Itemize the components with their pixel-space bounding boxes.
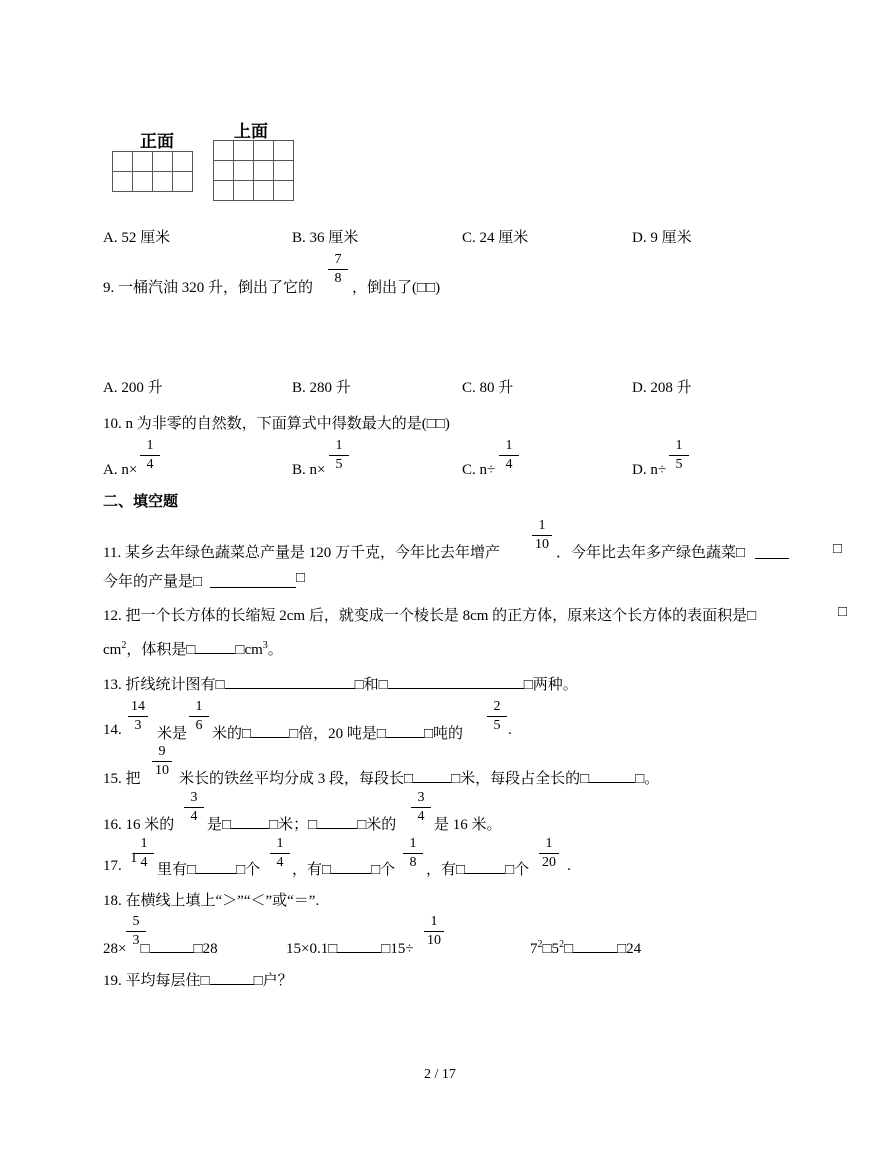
- q10-b-num: 1: [335, 438, 343, 453]
- q10-stem: 10. n 为非零的自然数，下面算式中得数最大的是(□□): [103, 416, 450, 432]
- q10-option-a-fraction: [138, 438, 162, 473]
- q17-t7: □个: [505, 862, 530, 878]
- q15-t2: 米长的铁丝平均分成 3 段，每段长□: [179, 771, 414, 787]
- q16-fraction-b: [409, 790, 433, 825]
- q17-c-den: 20: [542, 855, 556, 870]
- q11-line2: 今年的产量是□: [103, 574, 203, 590]
- q16-text: [207, 813, 396, 834]
- front-view-label: 正面: [140, 132, 174, 152]
- q10-b-den: 5: [335, 457, 343, 472]
- q9-fraction: [326, 252, 350, 287]
- q12-blank-2[interactable]: [195, 639, 235, 654]
- q14-a-den: 3: [134, 718, 142, 733]
- q14-t3: 米的□: [212, 726, 252, 742]
- q18-c-pre: 7: [530, 941, 538, 957]
- q13-blank-1[interactable]: [225, 674, 355, 689]
- q12-unit-cm3: □cm: [235, 642, 263, 658]
- q13-stem: [103, 673, 578, 694]
- q17-fraction-b: [401, 836, 425, 871]
- q16-t4: □米的: [357, 817, 397, 833]
- q10-option-d-label: D. n÷: [632, 462, 667, 478]
- q16-a-den: 4: [190, 809, 198, 824]
- q17-b-den: 8: [409, 855, 417, 870]
- q13-mid: □和□: [354, 677, 388, 693]
- q18-expr-a: [103, 938, 218, 958]
- q18-expr-c: [530, 938, 641, 958]
- q14-end: .: [508, 722, 512, 738]
- q18-b-end: □15÷: [381, 941, 414, 957]
- q19-blank[interactable]: [210, 970, 254, 985]
- q17-t6: ，有□: [426, 862, 466, 878]
- q14-blank-1[interactable]: [251, 723, 289, 738]
- q14-t5: □吨的: [423, 726, 463, 742]
- q8-option-b: B. 36 厘米: [292, 230, 359, 246]
- q18-c-sup1: 2: [537, 939, 543, 950]
- q14-c-num: 2: [493, 699, 501, 714]
- q11-blank-1[interactable]: [755, 542, 789, 559]
- q14-a-num: 14: [131, 699, 145, 714]
- q9-frac-num: 7: [334, 252, 342, 267]
- q9-option-b: B. 280 升: [292, 380, 351, 396]
- q18-b-pre: 15×0.1□: [286, 941, 338, 957]
- q10-option-c-fraction: [497, 438, 521, 473]
- q17-t2: 里有□: [157, 862, 197, 878]
- q8-option-a: A. 52 厘米: [103, 230, 171, 246]
- q10-a-den: 4: [146, 457, 154, 472]
- q19-end: □户？: [253, 973, 293, 989]
- q9-option-c: C. 80 升: [462, 380, 514, 396]
- q14-number: 14.: [103, 722, 122, 738]
- q14-c-den: 5: [493, 718, 501, 733]
- q11-fraction: [530, 518, 554, 553]
- q15-text: [179, 767, 659, 788]
- q17-fraction-mixed: [132, 836, 156, 871]
- q17-a-num: 1: [276, 836, 284, 851]
- q11-frac-num: 1: [538, 518, 546, 533]
- q10-option-d-fraction: [667, 438, 691, 473]
- q17-t4: ，有□: [292, 862, 332, 878]
- q18-c-end: □24: [617, 941, 642, 957]
- q14-b-den: 6: [195, 718, 203, 733]
- q18-c-sup2: 2: [559, 939, 565, 950]
- q17-t5: □个: [371, 862, 396, 878]
- q18-b-den: 10: [427, 933, 441, 948]
- q18-stem: 18. 在横线上填上“＞”“＜”或“＝”.: [103, 893, 320, 909]
- q11-stem-mid: ．今年比去年多产绿色蔬菜□: [556, 545, 746, 561]
- q17-m-num: 1: [140, 836, 148, 851]
- q16-t2: 是□: [207, 817, 232, 833]
- q16-a-num: 3: [190, 790, 198, 805]
- q18-expr-b: [286, 938, 414, 958]
- q9-option-d: D. 208 升: [632, 380, 692, 396]
- q10-option-b-label: B. n×: [292, 462, 326, 478]
- q10-a-num: 1: [146, 438, 154, 453]
- q18-b-num: 1: [430, 914, 438, 929]
- q15-num: 9: [158, 744, 166, 759]
- q19-stem: [103, 969, 293, 990]
- q11-line2-end: □: [296, 570, 306, 586]
- q14-text-2: 米是: [157, 726, 188, 742]
- front-view-grid: [112, 151, 193, 192]
- q11-blank-1-end: □: [833, 541, 843, 557]
- q18-c-mid: □5: [542, 941, 560, 957]
- q18-a-den: 3: [132, 933, 140, 948]
- q13-pre: 13. 折线统计图有□: [103, 677, 225, 693]
- q11-stem: 11. 某乡去年绿色蔬菜总产量是 120 万千克，今年比去年增产: [103, 545, 500, 561]
- q10-d-den: 5: [675, 457, 683, 472]
- q17-text-b: [292, 858, 395, 879]
- q18-a-mid: □: [140, 941, 150, 957]
- q16-t3: □米；□: [269, 817, 318, 833]
- q18-a-end: □28: [193, 941, 218, 957]
- q11-blank-2[interactable]: [210, 571, 296, 588]
- q13-blank-2[interactable]: [388, 674, 524, 689]
- q12-blank-1[interactable]: [789, 605, 833, 621]
- q15-fraction: [150, 744, 174, 779]
- q17-blank-3[interactable]: [465, 859, 505, 874]
- q17-end: .: [567, 858, 571, 874]
- q10-c-den: 4: [505, 457, 513, 472]
- q14-text-3: [212, 722, 463, 743]
- q16-b-den: 4: [417, 809, 425, 824]
- q10-option-b-fraction: [327, 438, 351, 473]
- q18-blank-a[interactable]: [150, 938, 194, 953]
- q8-option-c: C. 24 厘米: [462, 230, 529, 246]
- q17-blank-1[interactable]: [196, 859, 236, 874]
- q14-fraction-c: [485, 699, 509, 734]
- q17-whole: 1: [130, 850, 138, 866]
- q17-m-den: 4: [140, 855, 148, 870]
- q15-den: 10: [155, 763, 169, 778]
- page-number: 2 / 17: [424, 1067, 456, 1082]
- q14-fraction-a: [126, 699, 150, 734]
- q16-b-num: 3: [417, 790, 425, 805]
- q12-unit-cm: cm: [103, 642, 122, 658]
- q15-t4: □。: [635, 771, 660, 787]
- q16-blank-2[interactable]: [317, 814, 357, 829]
- q16-fraction-a: [182, 790, 206, 825]
- q18-a-num: 5: [132, 914, 140, 929]
- q18-a-pre: 28×: [103, 941, 127, 957]
- q17-fraction-a: [268, 836, 292, 871]
- q9-frac-den: 8: [334, 271, 342, 286]
- q12-sup-3: 3: [262, 640, 268, 651]
- q15-t3: □米，每段占全长的□: [451, 771, 590, 787]
- q14-blank-2[interactable]: [386, 723, 424, 738]
- q14-fraction-b: [187, 699, 211, 734]
- q18-fraction-b: [422, 914, 446, 949]
- q13-end: □两种。: [523, 677, 578, 693]
- q12-line2: [103, 638, 283, 659]
- q9-option-a: A. 200 升: [103, 380, 163, 396]
- q10-option-c-label: C. n÷: [462, 462, 496, 478]
- q9-stem-end: ，倒出了(□□): [352, 280, 441, 296]
- q14-b-num: 1: [195, 699, 203, 714]
- q17-t3: □个: [236, 862, 261, 878]
- q10-option-a-label: A. n×: [103, 462, 138, 478]
- section-heading-fill-in: 二、填空题: [103, 492, 179, 510]
- q17-number: 17.: [103, 858, 122, 874]
- q8-option-d: D. 9 厘米: [632, 230, 692, 246]
- q14-t4: □倍，20 吨是□: [289, 726, 386, 742]
- q17-blank-2[interactable]: [331, 859, 371, 874]
- q15-number: 15. 把: [103, 771, 141, 787]
- q17-c-num: 1: [545, 836, 553, 851]
- q18-c-box: □: [564, 941, 574, 957]
- q18-blank-b[interactable]: [337, 938, 381, 953]
- q17-b-num: 1: [409, 836, 417, 851]
- q16-number: 16. 16 米的: [103, 817, 175, 833]
- top-view-label: 上面: [234, 122, 268, 142]
- q15-blank-1[interactable]: [413, 768, 451, 783]
- q17-a-den: 4: [276, 855, 284, 870]
- q17-fraction-c: [537, 836, 561, 871]
- q17-text-a: [157, 858, 260, 879]
- q12-blank-1-end: □: [838, 604, 848, 620]
- q12-stem: 12. 把一个长方体的长缩短 2cm 后，就变成一个棱长是 8cm 的正方体，原来这个长方体的表面积是□: [103, 608, 757, 624]
- q16-end: 是 16 米。: [434, 817, 502, 833]
- q12-sup-2: 2: [121, 640, 127, 651]
- q19-pre: 19. 平均每层住□: [103, 973, 210, 989]
- q9-stem: 9. 一桶汽油 320 升，倒出了它的: [103, 280, 314, 296]
- q18-blank-c[interactable]: [573, 938, 617, 953]
- top-view-grid: [213, 140, 294, 201]
- q16-blank-1[interactable]: [231, 814, 269, 829]
- q10-d-num: 1: [675, 438, 683, 453]
- q12-line2-end: 。: [267, 642, 283, 658]
- q17-text-c: [426, 858, 529, 879]
- q15-blank-2[interactable]: [589, 768, 635, 783]
- q12-volume-label: ，体积是□: [126, 642, 196, 658]
- q10-c-num: 1: [505, 438, 513, 453]
- q11-frac-den: 10: [535, 537, 549, 552]
